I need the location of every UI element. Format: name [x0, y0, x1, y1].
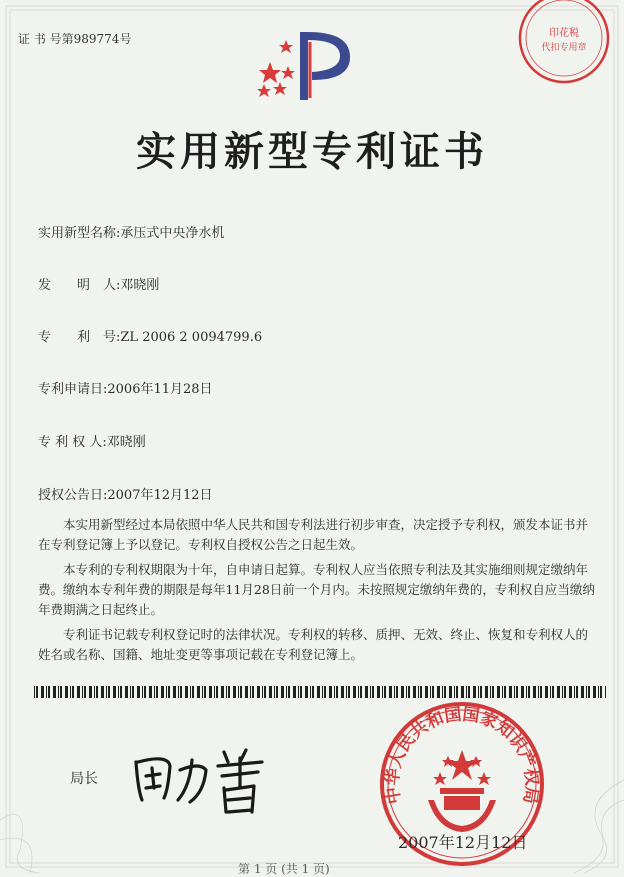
- director-signature: [128, 740, 278, 820]
- svg-text:中华人民共和国国家知识产权局: 中华人民共和国国家知识产权局: [382, 704, 542, 806]
- certificate-body: [38, 515, 598, 670]
- tax-stamp-seal: [508, 0, 616, 92]
- field-label: 专 利 权 人:: [38, 435, 107, 450]
- patent-office-logo-icon: [250, 22, 365, 104]
- field-patentee: [38, 431, 146, 450]
- field-value: 承压式中央净水机: [120, 226, 225, 241]
- field-value: 2007年12月12日: [107, 488, 213, 503]
- field-label: 发 明 人:: [38, 278, 121, 293]
- field-value: 2006年11月28日: [107, 382, 213, 397]
- page-footer: 第 1 页 (共 1 页): [238, 862, 330, 876]
- field-utility-model-name: [38, 222, 224, 241]
- svg-text:代扣专用章: 代扣专用章: [541, 43, 587, 53]
- seal-date: 2007年12月12日: [398, 833, 528, 852]
- director-label: 局长: [70, 771, 98, 787]
- paragraph: 本实用新型经过本局依照中华人民共和国专利法进行初步审查，决定授予专利权，颁发本证书并在专利登记簿上予以登记。专利权自授权公告之日起生效。: [38, 517, 589, 552]
- field-application-date: [38, 378, 213, 397]
- certificate-number: 证 书 号第989774号: [18, 32, 132, 46]
- field-label: 授权公告日:: [38, 488, 108, 503]
- barcode: [34, 686, 606, 698]
- field-value: 邓晓刚: [120, 278, 160, 293]
- field-label: 实用新型名称:: [38, 226, 121, 241]
- page-title: 实用新型专利证书: [136, 128, 488, 175]
- field-value: ZL 2006 2 0094799.6: [120, 330, 263, 345]
- paragraph: 本专利的专利权期限为十年，自申请日起算。专利权人应当依照专利法及其实施细则规定缴纳年费。缴纳本专利年费的期限是每年11月28日前一个月内。未按照规定缴纳年费的，专利权自应当缴纳年费期满之日起终止。: [38, 562, 595, 617]
- field-grant-date: [38, 484, 213, 503]
- svg-text:印花税: 印花税: [549, 28, 579, 39]
- field-patent-number: [38, 326, 262, 345]
- field-label: 专利申请日:: [38, 382, 108, 397]
- field-label: 专 利 号:: [38, 330, 121, 345]
- paragraph: 专利证书记载专利权登记时的法律状况。专利权的转移、质押、无效、终止、恢复和专利权人的姓名或名称、国籍、地址变更等事项记载在专利登记簿上。: [38, 627, 589, 662]
- field-value: 邓晓刚: [106, 435, 146, 450]
- field-inventor: [38, 274, 159, 293]
